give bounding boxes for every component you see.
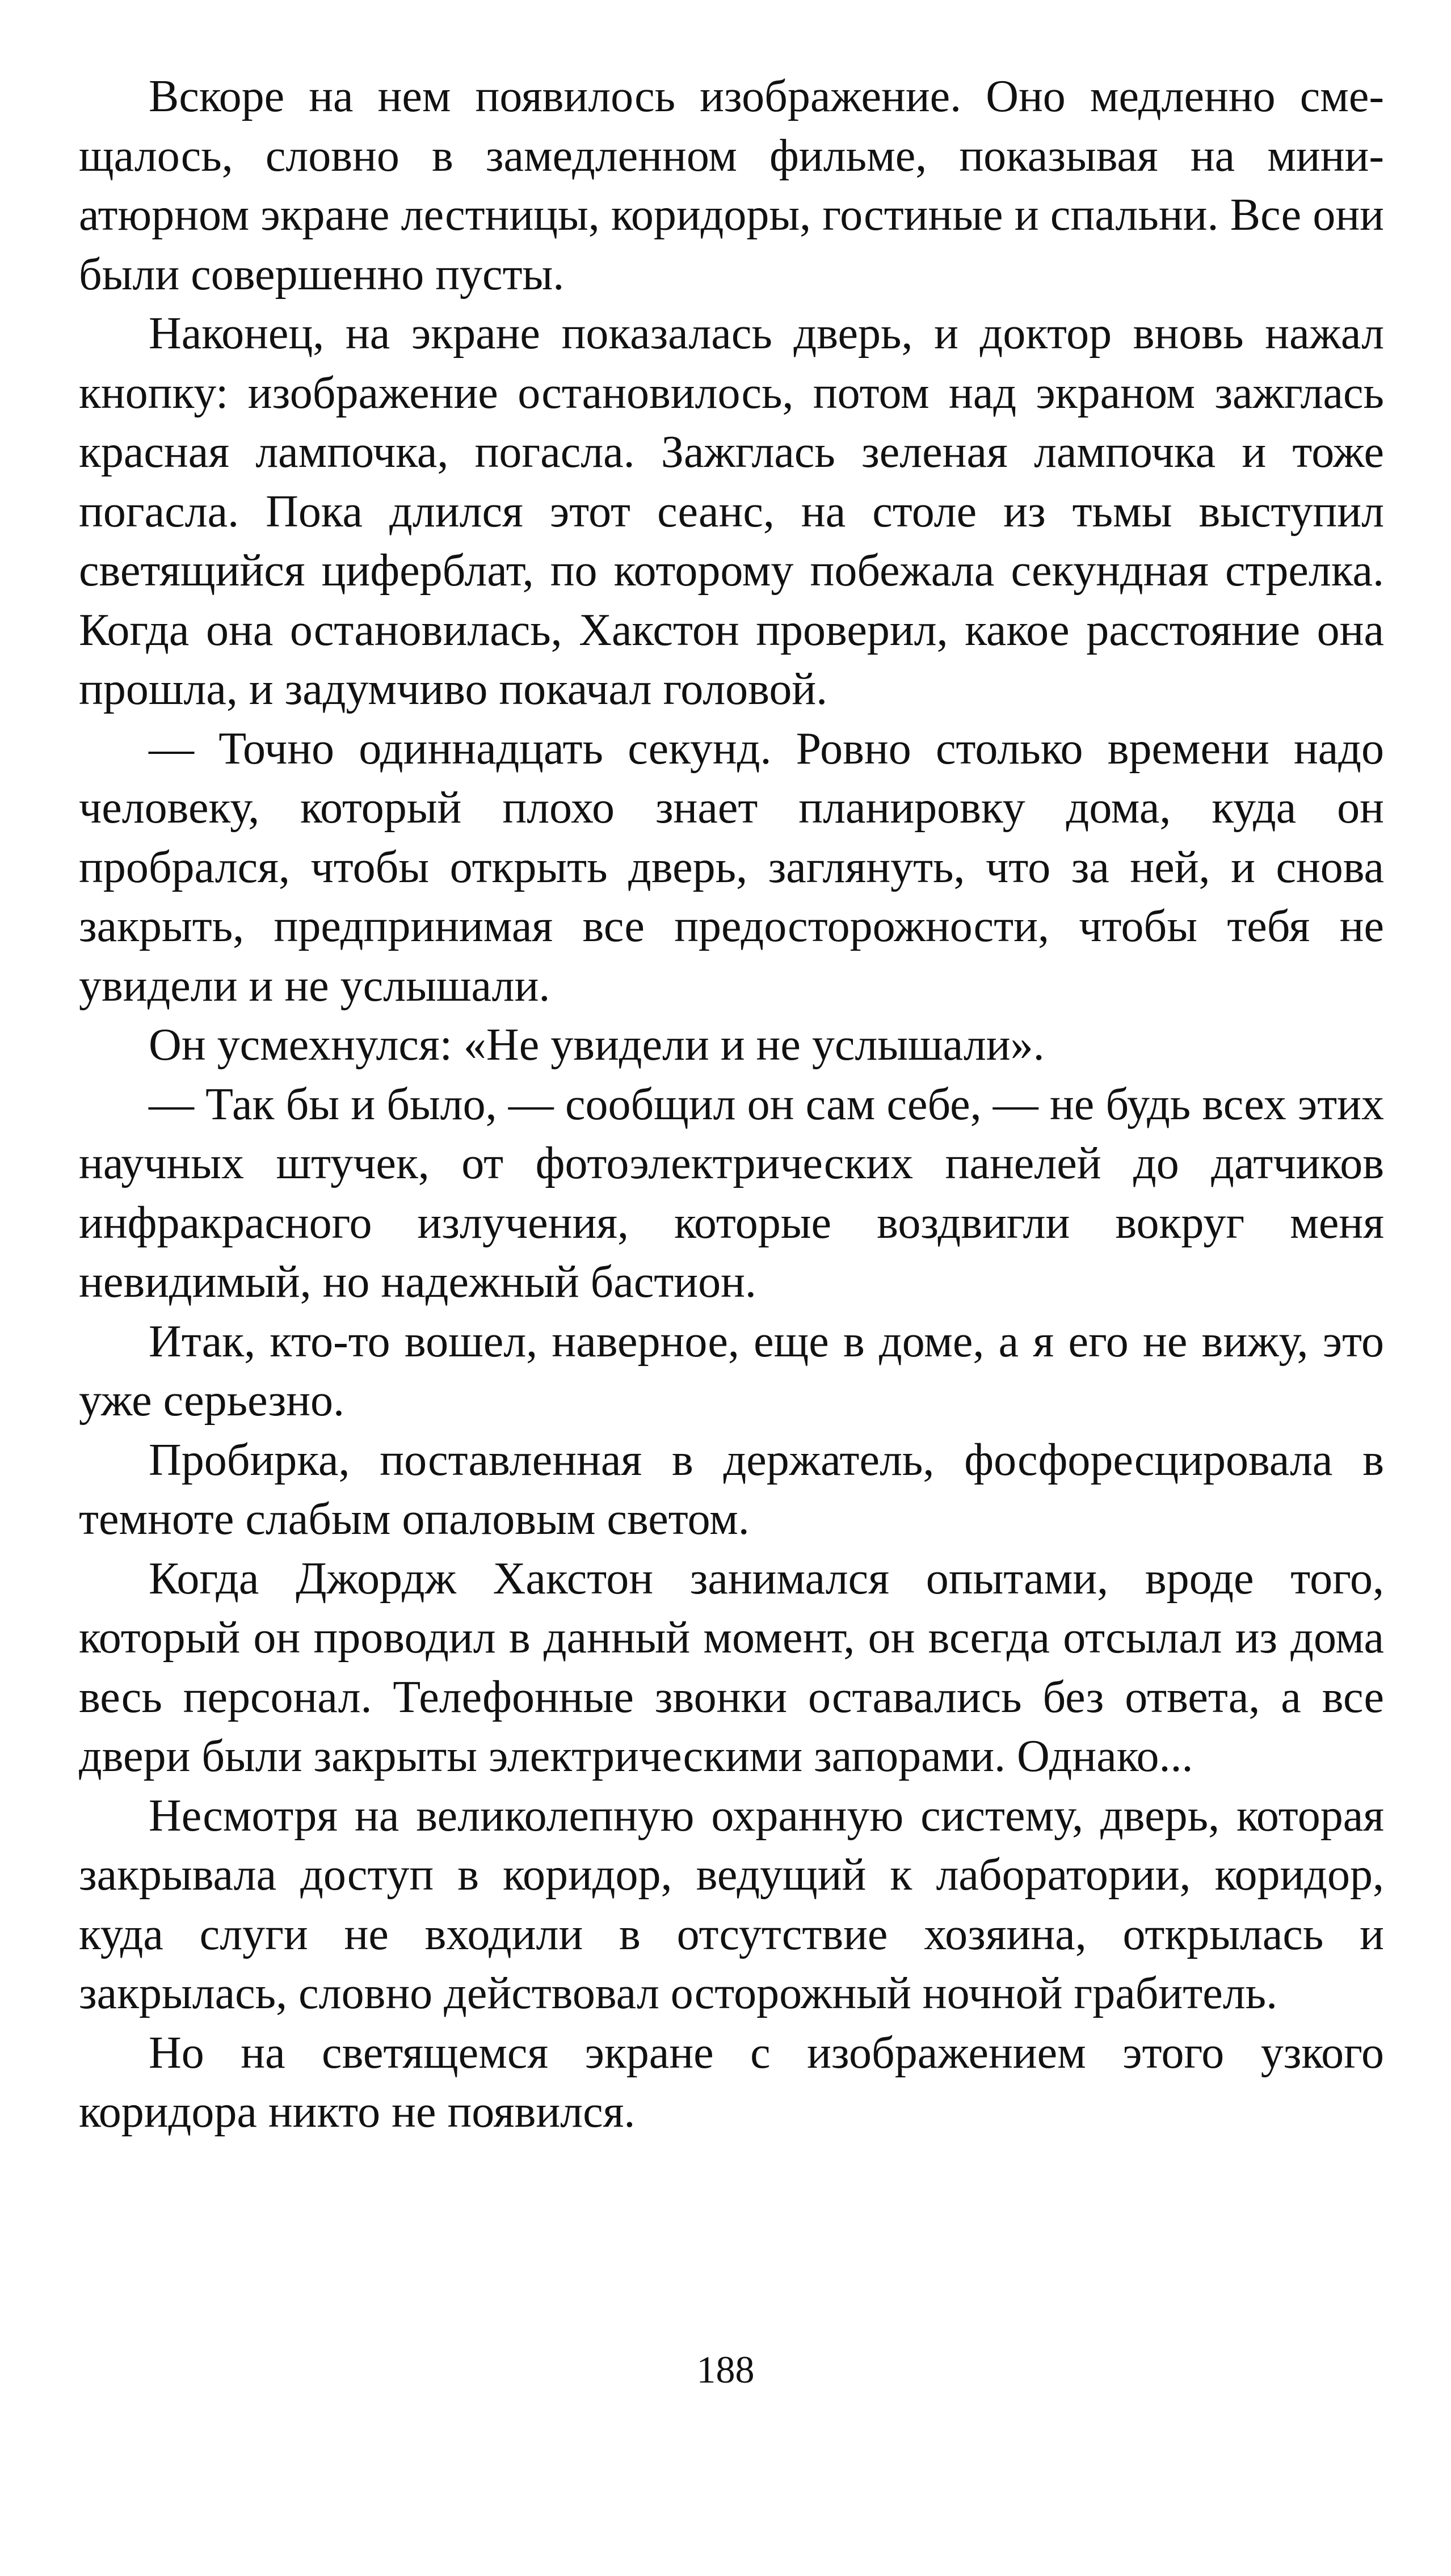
paragraph-6: Итак, кто-то вошел, наверное, еще в доме, а я его не вижу, это уже серьезно. [79,1316,1384,1426]
paragraph-4: Он усмехнулся: «Не увидели и не услышали». [149,1020,1045,1070]
page-body [79,67,1384,2142]
paragraph-1: Вскоре на нем появилось изображение. Оно медленно смещалось, словно в замедленном фильме, показывая на миниатюрном экране лестницы, коридоры, гостиные и спальни. Все они были совершенно пусты. [79,71,1384,300]
paragraph-5: — Так бы и было, — сообщил он сам себе, — не будь всех этих научных штучек, от фотоэлектрических панелей до датчиков инфракрасного излучения, которые воздвигли вокруг меня невидимый, но надежный бастион. [79,1079,1384,1307]
paragraph-2: Наконец, на экране показалась дверь, и доктор вновь нажал кнопку: изображение остановилось, потом над экраном зажглась красная лампочка, погасла. Зажглась зеленая лампочка и тоже погасла. Пока длился этот сеанс, на столе из тьмы выступил светящийся циферблат, по которому побежала секундная стрелка. Когда она остановилась, Хакстон проверил, какое расстояние она прошла, и задумчиво покачал головой. [79,309,1384,714]
paragraph-3: — Точно одиннадцать секунд. Ровно столько времени надо человеку, который плохо знает планировку дома, куда он пробрался, чтобы открыть дверь, заглянуть, что за ней, и снова закрыть, предпринимая все предосторожности, чтобы тебя не увидели и не услышали. [79,723,1384,1011]
paragraph-7: Пробирка, поставленная в держатель, фосфоресцировала в темноте слабым опаловым светом. [79,1435,1384,1544]
paragraph-9: Несмотря на великолепную охранную систему, дверь, которая закрывала доступ в коридор, ведущий к лаборатории, коридор, куда слуги не входили в отсутствие хозяина, открылась и закрылась, словно действовал осторожный ночной грабитель. [79,1790,1384,2018]
paragraph-8: Когда Джордж Хакстон занимался опытами, вроде того, который он проводил в данный момент, он всегда отсылал из дома весь персонал. Телефонные звонки оставались без ответа, а все двери были закрыты электрическими запорами. Однако... [79,1553,1384,1781]
paragraph-10: Но на светящемся экране с изображением этого узкого коридора никто не появился. [79,2027,1384,2137]
page-number: 188 [696,2348,755,2391]
